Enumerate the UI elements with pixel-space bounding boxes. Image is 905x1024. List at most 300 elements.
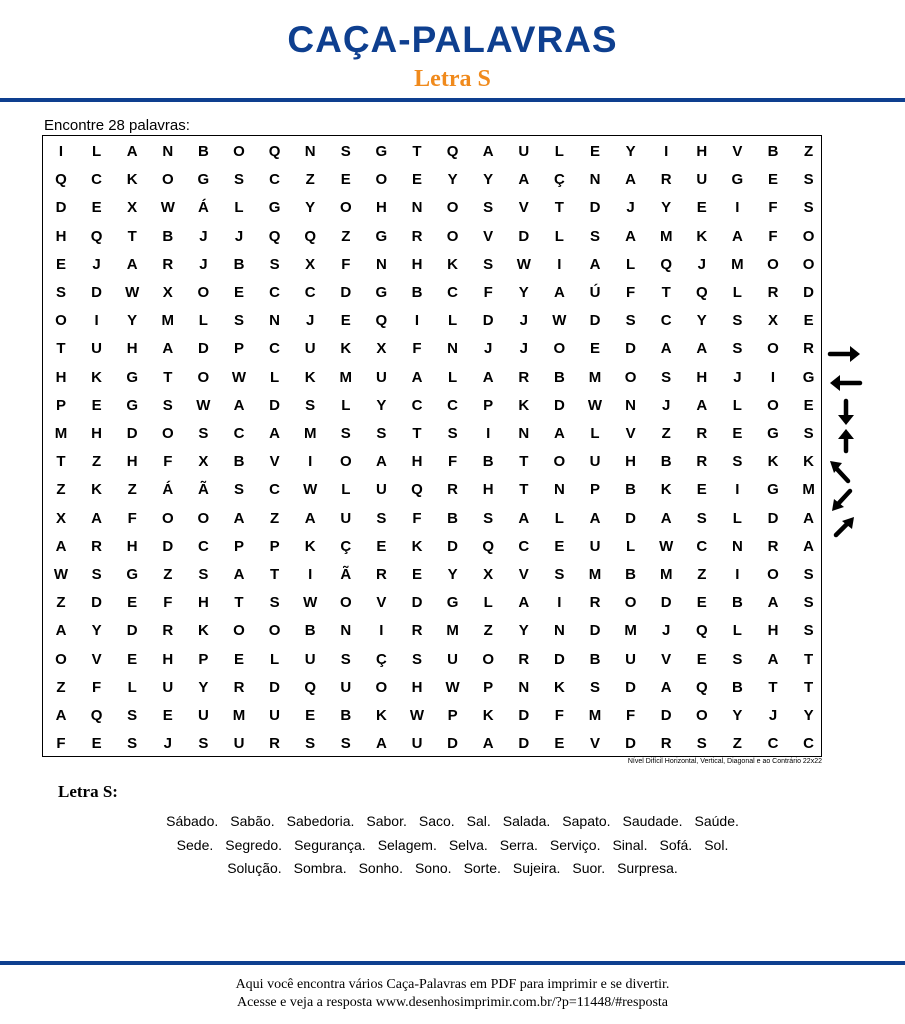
grid-cell: L <box>483 594 493 612</box>
grid-cell: H <box>126 537 138 555</box>
grid-cell: T <box>127 227 137 245</box>
grid-cell: T <box>519 481 529 499</box>
grid-cell: F <box>554 707 564 724</box>
grid-cell: N <box>518 678 530 696</box>
word-list-line <box>40 858 865 878</box>
grid-cell: D <box>518 735 530 753</box>
grid-cell: A <box>233 509 245 527</box>
grid-cell: G <box>731 171 744 189</box>
grid-cell: L <box>732 396 742 414</box>
grid-row <box>43 138 821 166</box>
grid-cell: W <box>196 396 211 414</box>
grid-cell: U <box>304 340 316 358</box>
grid-cell: Z <box>92 453 102 471</box>
grid-cell: O <box>197 284 210 301</box>
grid-cell: Z <box>56 594 66 612</box>
grid-cell: C <box>767 735 779 753</box>
grid-row <box>43 335 821 363</box>
grid-cell: B <box>625 481 637 499</box>
grid-cell: O <box>802 255 815 273</box>
grid-cell: Q <box>695 284 708 301</box>
grid-cell: Y <box>447 171 458 189</box>
grid-cell: Q <box>90 227 103 245</box>
grid-cell: E <box>696 650 707 668</box>
grid-cell: Y <box>447 566 458 583</box>
grid-cell: Ú <box>589 284 601 301</box>
grid-cell: F <box>626 707 636 724</box>
grid-cell: A <box>625 171 637 189</box>
grid-cell: A <box>482 143 494 160</box>
grid-cell: B <box>447 509 459 527</box>
grid-cell: A <box>55 707 67 724</box>
grid-cell: I <box>58 143 64 160</box>
grid-cell: E <box>732 425 743 442</box>
footer-line-2: Acesse e veja a resposta www.desenhosimprimir.com.br/?p=11448/#resposta <box>236 995 669 1010</box>
grid-cell: Z <box>661 425 671 442</box>
grid-cell: S <box>803 622 814 640</box>
grid-cell: H <box>411 255 423 273</box>
grid-cell: F <box>56 735 66 753</box>
grid-cell: H <box>411 678 423 696</box>
grid-cell: I <box>557 594 562 612</box>
grid-cell: V <box>376 594 387 612</box>
grid-cell: E <box>91 396 102 414</box>
grid-cell: M <box>588 368 602 386</box>
grid-cell: Q <box>482 537 495 555</box>
grid-cell: O <box>482 650 495 668</box>
word-item: Sinal. <box>612 837 648 853</box>
grid-cell: R <box>589 594 601 612</box>
grid-cell: E <box>340 312 351 330</box>
grid-cell: J <box>306 312 315 330</box>
grid-cell: C <box>411 396 423 414</box>
word-item: Surpresa. <box>617 860 678 876</box>
grid-cell: S <box>340 650 351 668</box>
grid-cell: R <box>233 678 245 696</box>
grid-cell: I <box>379 622 384 640</box>
grid-cell: D <box>162 537 174 555</box>
grid-cell: Y <box>127 312 138 330</box>
grid-cell: A <box>375 453 387 471</box>
grid-cell: D <box>553 650 565 668</box>
grid-cell: L <box>554 227 564 245</box>
grid-cell: S <box>91 566 102 583</box>
word-item: Saúde. <box>694 813 739 829</box>
grid-cell: O <box>446 199 459 217</box>
grid-cell: E <box>162 707 173 724</box>
grid-cell: A <box>126 255 138 273</box>
grid-cell: M <box>659 566 673 583</box>
grid-cell: Z <box>341 227 351 245</box>
grid-cell: I <box>557 255 562 273</box>
grid-cell: U <box>233 735 245 753</box>
grid-cell: B <box>553 368 565 386</box>
grid-cell: U <box>340 509 352 527</box>
grid-cell: A <box>304 509 316 527</box>
grid-cell: Z <box>305 171 315 189</box>
grid-cell: E <box>411 171 422 189</box>
grid-cell: S <box>732 312 743 330</box>
word-item: Sabão. <box>230 813 275 829</box>
grid-row <box>43 448 821 476</box>
grid-cell: F <box>412 509 422 527</box>
grid-cell: W <box>552 312 567 330</box>
grid-cell: L <box>270 368 280 386</box>
grid-cell: B <box>625 566 637 583</box>
grid-cell: O <box>161 509 174 527</box>
grid-cell: Ã <box>197 481 209 499</box>
grid-cell: W <box>409 707 425 724</box>
instruction-text: Encontre 28 palavras: <box>44 117 190 134</box>
grid-cell: J <box>234 227 244 245</box>
grid-cell: L <box>341 481 351 499</box>
grid-cell: D <box>126 425 138 442</box>
grid-cell: K <box>767 453 779 471</box>
grid-cell: R <box>660 171 672 189</box>
grid-cell: N <box>269 312 281 330</box>
grid-cell: K <box>91 481 103 499</box>
grid-cell: F <box>768 199 778 217</box>
grid-cell: A <box>55 622 67 640</box>
grid-row <box>43 307 821 335</box>
grid-cell: U <box>340 678 352 696</box>
grid-cell: M <box>339 368 353 386</box>
grid-cell: I <box>414 312 420 330</box>
grid-row <box>43 364 821 392</box>
arrow-up-icon <box>838 429 854 451</box>
grid-cell: Á <box>197 199 209 217</box>
grid-cell: A <box>482 735 494 753</box>
grid-cell: F <box>127 509 137 527</box>
grid-cell: W <box>587 396 603 414</box>
grid-cell: A <box>553 425 565 442</box>
grid-cell: D <box>447 537 459 555</box>
grid-cell: S <box>162 396 173 414</box>
word-item: Sol. <box>704 837 729 853</box>
grid-cell: B <box>340 707 352 724</box>
grid-cell: P <box>269 537 280 555</box>
grid-cell: A <box>411 368 423 386</box>
grid-cell: S <box>554 566 565 583</box>
grid-cell: K <box>197 622 209 640</box>
grid-cell: M <box>624 622 637 640</box>
grid-cell: J <box>92 255 101 273</box>
grid-cell: J <box>662 396 671 414</box>
grid-cell: L <box>626 255 636 273</box>
grid-cell: C <box>660 312 672 330</box>
grid-cell: A <box>803 509 815 527</box>
grid-cell: L <box>270 650 280 668</box>
grid-cell: E <box>340 171 351 189</box>
grid-cell: A <box>126 143 138 160</box>
grid-cell: E <box>91 199 102 217</box>
grid-cell: H <box>696 143 708 160</box>
grid-cell: A <box>518 594 530 612</box>
grid-cell: O <box>233 143 245 160</box>
grid-cell: D <box>91 594 103 612</box>
grid-cell: L <box>732 284 742 301</box>
grid-cell: A <box>731 227 743 245</box>
grid-cell: R <box>375 566 387 583</box>
grid-cell: R <box>803 340 815 358</box>
arrow-up-right-icon <box>836 517 854 535</box>
grid-cell: S <box>732 453 743 471</box>
grid-cell: G <box>375 227 388 245</box>
grid-cell: R <box>696 453 708 471</box>
grid-cell: S <box>803 199 814 217</box>
grid-cell: E <box>554 537 565 555</box>
grid-cell: E <box>696 199 707 217</box>
grid-cell: Ç <box>340 537 352 555</box>
grid-cell: O <box>197 509 210 527</box>
grid-cell: U <box>411 735 423 753</box>
grid-cell: X <box>376 340 387 358</box>
word-item: Sorte. <box>463 860 501 876</box>
grid-cell: J <box>484 340 493 358</box>
grid-cell: N <box>375 255 387 273</box>
grid-cell: Q <box>304 227 317 245</box>
grid-cell: U <box>696 171 708 189</box>
grid-cell: Z <box>163 566 173 583</box>
grid-row <box>43 223 821 251</box>
grid-cell: J <box>163 735 172 753</box>
word-item: Selagem. <box>377 837 437 853</box>
grid-cell: A <box>553 284 565 301</box>
word-list-heading: Letra S: <box>58 782 118 801</box>
grid-cell: E <box>589 340 600 358</box>
grid-cell: E <box>376 537 387 555</box>
grid-cell: E <box>589 143 600 160</box>
grid-cell: Á <box>162 481 174 499</box>
grid-cell: N <box>162 143 174 160</box>
grid-cell: B <box>731 678 743 696</box>
grid-cell: M <box>731 255 744 273</box>
grid-cell: U <box>375 368 387 386</box>
grid-cell: E <box>91 735 102 753</box>
grid-cell: S <box>269 594 280 612</box>
grid-cell: H <box>625 453 637 471</box>
grid-row <box>43 533 821 561</box>
grid-cell: K <box>91 368 103 386</box>
grid-row <box>43 505 821 533</box>
grid-cell: O <box>197 368 210 386</box>
grid-cell: M <box>161 312 175 330</box>
grid-cell: S <box>198 735 209 753</box>
grid-row <box>43 561 821 589</box>
grid-cell: U <box>625 650 637 668</box>
grid-cell: U <box>269 707 281 724</box>
grid-cell: A <box>518 171 530 189</box>
word-item: Sofá. <box>659 837 693 853</box>
grid-cell: E <box>233 650 244 668</box>
footer-line-1: Aqui você encontra vários Caça-Palavras em PDF para imprimir e se divertir. <box>235 977 670 992</box>
grid-cell: E <box>554 735 565 753</box>
grid-cell: N <box>731 537 743 555</box>
grid-cell: U <box>589 453 601 471</box>
grid-cell: S <box>340 143 351 160</box>
grid-cell: C <box>197 537 209 555</box>
grid-cell: L <box>341 396 351 414</box>
grid-cell: O <box>624 594 637 612</box>
grid-cell: S <box>483 509 494 527</box>
grid-cell: R <box>447 481 459 499</box>
grid-cell: O <box>55 650 67 668</box>
grid-cell: O <box>268 622 281 640</box>
grid-cell: R <box>518 650 530 668</box>
grid-cell: Ç <box>375 650 387 668</box>
grid-cell: O <box>233 622 245 640</box>
grid-cell: U <box>589 537 601 555</box>
grid-cell: S <box>661 368 672 386</box>
grid-cell: I <box>308 566 313 583</box>
grid-cell: F <box>163 453 173 471</box>
grid-cell: M <box>802 481 815 499</box>
grid-cell: A <box>660 678 672 696</box>
bottom-divider <box>0 961 905 965</box>
word-item: Saco. <box>418 813 455 829</box>
grid-cell: S <box>233 481 244 499</box>
word-item: Sono. <box>414 860 452 876</box>
grid-cell: O <box>767 566 779 583</box>
grid-cell: R <box>411 622 423 640</box>
word-item: Segredo. <box>225 837 283 853</box>
grid-cell: E <box>803 396 814 414</box>
grid-cell: W <box>160 199 175 217</box>
grid-cell: Y <box>376 396 387 414</box>
grid-cell: K <box>304 368 316 386</box>
grid-cell: A <box>767 594 779 612</box>
grid-cell: C <box>269 171 281 189</box>
grid-cell: K <box>518 396 530 414</box>
grid-cell: Y <box>91 622 102 640</box>
grid-cell: Q <box>375 312 388 330</box>
grid-cell: D <box>269 678 281 696</box>
grid-cell: N <box>411 199 423 217</box>
grid-cell: R <box>162 622 174 640</box>
grid-cell: N <box>518 425 530 442</box>
grid-cell: Y <box>483 171 494 189</box>
grid-cell: G <box>126 396 139 414</box>
grid-cell: S <box>127 707 138 724</box>
grid-cell: Y <box>625 143 636 160</box>
grid-cell: T <box>412 425 422 442</box>
grid-cell: S <box>732 340 743 358</box>
grid-cell: O <box>767 396 779 414</box>
grid-cell: T <box>234 594 244 612</box>
grid-row <box>43 589 821 617</box>
grid-cell: A <box>233 566 245 583</box>
grid-cell: R <box>518 368 530 386</box>
grid-cell: U <box>447 650 459 668</box>
grid-cell: U <box>375 481 387 499</box>
grid-cell: F <box>483 284 493 301</box>
grid-cell: S <box>483 199 494 217</box>
grid-cell: L <box>198 312 208 330</box>
grid-cell: H <box>197 594 209 612</box>
grid-cell: D <box>589 622 601 640</box>
word-item: Sonho. <box>358 860 403 876</box>
grid-cell: H <box>375 199 387 217</box>
grid-row <box>43 194 821 222</box>
grid-cell: D <box>447 735 459 753</box>
grid-cell: E <box>127 650 138 668</box>
grid-row <box>43 166 821 194</box>
word-list-line <box>40 835 865 855</box>
grid-cell: G <box>126 566 139 583</box>
grid-cell: I <box>735 199 740 217</box>
grid-cell: M <box>659 227 673 245</box>
grid-cell: S <box>305 735 316 753</box>
grid-cell: E <box>127 594 138 612</box>
grid-cell: X <box>127 199 138 217</box>
grid-cell: U <box>197 707 209 724</box>
grid-cell: Z <box>697 566 707 583</box>
grid-cell: S <box>803 594 814 612</box>
grid-cell: X <box>305 255 316 273</box>
grid-cell: P <box>589 481 600 499</box>
grid-cell: S <box>411 650 422 668</box>
arrow-up-left-icon <box>830 461 848 481</box>
top-divider <box>0 98 905 102</box>
word-item: Serra. <box>499 837 538 853</box>
grid-cell: R <box>269 735 281 753</box>
grid-cell: G <box>767 481 779 499</box>
grid-cell: T <box>768 678 778 696</box>
grid-cell: M <box>232 707 246 724</box>
grid-cell: V <box>732 143 743 160</box>
grid-cell: F <box>163 594 173 612</box>
grid-cell: C <box>269 340 281 358</box>
grid-cell: I <box>486 425 491 442</box>
grid-cell: K <box>411 537 423 555</box>
grid-cell: O <box>375 678 388 696</box>
grid-cell: S <box>233 312 244 330</box>
grid-cell: E <box>803 312 814 330</box>
grid-cell: F <box>448 453 458 471</box>
grid-cell: G <box>767 425 779 442</box>
grid-cell: W <box>659 537 674 555</box>
grid-cell: U <box>518 143 530 160</box>
grid-cell: X <box>162 284 173 301</box>
grid-cell: D <box>625 678 637 696</box>
grid-cell: A <box>660 340 672 358</box>
grid-cell: O <box>624 368 637 386</box>
grid-cell: B <box>589 650 601 668</box>
grid-cell: I <box>770 368 776 386</box>
grid-cell: C <box>518 537 530 555</box>
grid-cell: O <box>802 227 815 245</box>
grid-cell: L <box>554 143 564 160</box>
grid-cell: H <box>126 453 138 471</box>
page-title: CAÇA-PALAVRAS <box>287 19 618 60</box>
grid-cell: W <box>303 594 318 612</box>
grid-cell: K <box>304 537 316 555</box>
grid-cell: D <box>589 199 601 217</box>
grid-cell: L <box>127 678 137 696</box>
grid-cell: S <box>447 425 458 442</box>
word-item: Sábado. <box>166 813 219 829</box>
grid-cell: A <box>589 509 601 527</box>
grid-cell: A <box>162 340 174 358</box>
grid-cell: V <box>661 650 672 668</box>
grid-cell: L <box>92 143 102 160</box>
grid-cell: H <box>767 622 779 640</box>
grid-cell: A <box>696 396 708 414</box>
grid-cell: P <box>233 340 244 358</box>
grid-cell: M <box>588 707 602 724</box>
grid-row <box>43 279 821 307</box>
grid-cell: Z <box>270 509 280 527</box>
